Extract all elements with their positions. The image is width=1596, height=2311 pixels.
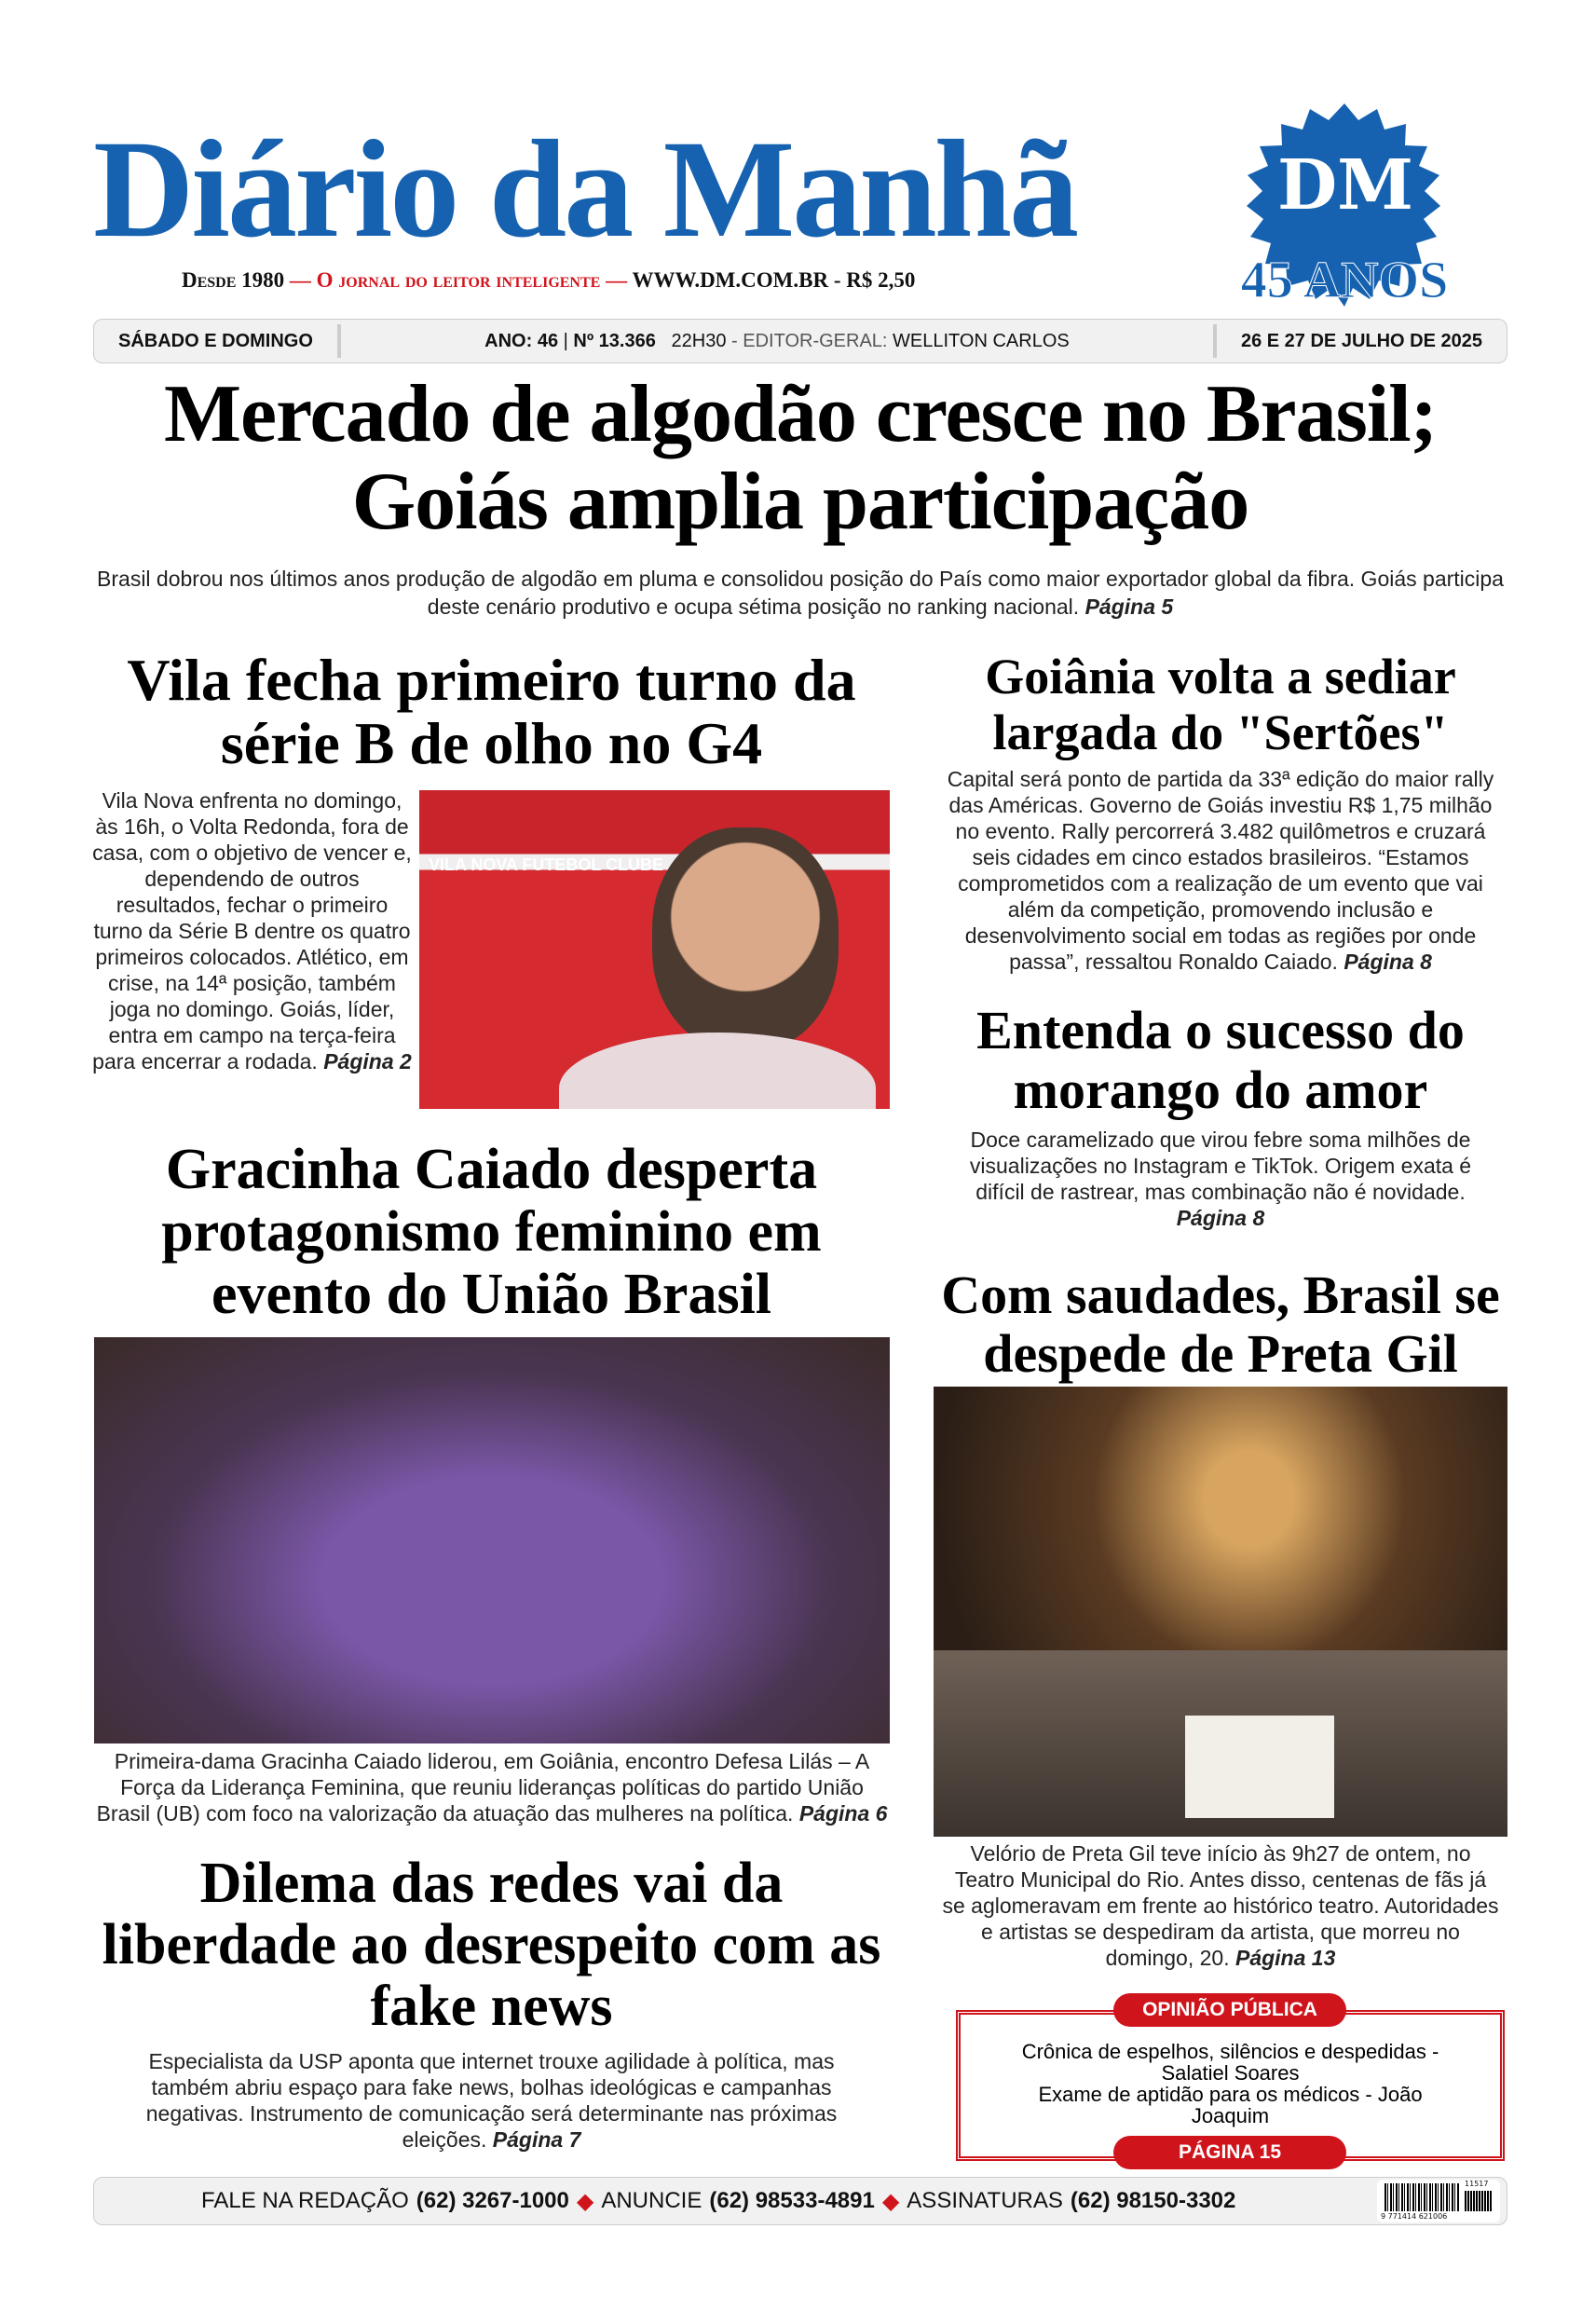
tagline: Desde 1980 — O jornal do leitor inteligente — WWW.DM.COM.BR - R$ 2,50 <box>182 268 916 292</box>
dilema-headline[interactable]: Dilema das redes vai da liberdade ao desrespeito com as fake news <box>102 1852 881 2038</box>
badge-letters: DM <box>1276 145 1414 226</box>
masthead-title: Diário da Manhã <box>93 112 1077 267</box>
morango-body: Doce caramelizado que virou febre soma milhões de visualizações no Instagram e TikTok. Origem exata é difícil de rastrear, mas combinação não é novidade. Página 8 <box>969 1128 1472 1230</box>
opinion-item[interactable]: Exame de aptidão para os médicos - João Joaquim <box>1038 2083 1423 2127</box>
anniversary-badge <box>1234 103 1455 318</box>
lead-summary: Brasil dobrou nos últimos anos produção de algodão em pluma e consolidou posição do País como maior exportador global da fibra. Goiás participa deste cenário produtivo e ocupa sétima posição no ranking nacional. Página 5 <box>97 567 1504 619</box>
pretagil-caption: Velório de Preta Gil teve início às 9h27 de ontem, no Teatro Municipal do Rio. Antes disso, centenas de fãs já se aglomeravam em frente ao histórico teatro. Autoridades e artistas se despediram da artista, que morreu no domingo, 20. Página 13 <box>942 1841 1499 1970</box>
lead-headline[interactable]: Mercado de algodão cresce no Brasil; Goiás amplia participação <box>163 369 1438 547</box>
opinion-title: OPINIÃO PÚBLICA <box>1113 1993 1346 2027</box>
vila-photo <box>419 790 890 1109</box>
opinion-page: PÁGINA 15 <box>1113 2136 1346 2169</box>
opinion-item[interactable]: Crônica de espelhos, silêncios e despedidas - Salatiel Soares <box>1021 2040 1439 2085</box>
pretagil-photo <box>934 1387 1507 1837</box>
edition-days: SÁBADO E DOMINGO <box>118 330 313 351</box>
edition-info: ANO: 46 | Nº 13.366 22H30 - EDITOR-GERAL: WELLITON CARLOS <box>484 330 1070 351</box>
pretagil-headline[interactable]: Com saudades, Brasil se despede de Preta Gil <box>941 1265 1500 1384</box>
badge-years: 45 ANOS <box>1240 252 1449 309</box>
diamond-icon: ◆ <box>576 2188 594 2214</box>
sertoes-headline[interactable]: Goiânia volta a sediar largada do "Sertões" <box>985 649 1456 760</box>
morango-headline[interactable]: Entenda o sucesso do morango do amor <box>976 1000 1465 1120</box>
info-bar <box>93 319 1507 363</box>
gracinha-caption: Primeira-dama Gracinha Caiado liderou, em Goiânia, encontro Defesa Lilás – A Força da Liderança Feminina, que reuniu lideranças políticas do partido União Brasil (UB) com foco na valorização da atuação das mulheres na política. Página 6 <box>96 1749 888 1826</box>
contact-bar: FALE NA REDAÇÃO (62) 3267-1000 ◆ ANUNCIE (62) 98533-4891 ◆ ASSINATURAS (62) 98150-3302 <box>93 2177 1507 2225</box>
dilema-body: Especialista da USP aponta que internet trouxe agilidade à política, mas também abriu espaço para fake news, bolhas ideológicas e campanhas negativas. Instrumento de comunicação será determinante nas próximas eleições. Página 7 <box>145 2049 838 2152</box>
photo-banner-text: VILA NOVA FUTEBOL CLUBE <box>429 855 663 874</box>
vila-body: Vila Nova enfrenta no domingo, às 16h, o Volta Redonda, fora de casa, com o objetivo de vencer e, dependendo de outros resultados, fechar o primeiro turno da Série B dentre os quatro primeiros colocados. Atlético, em crise, na 14ª posição, também joga no domingo. Goiás, líder, entra em campo na terça-feira para encerrar a rodada. Página 2 <box>92 788 412 1073</box>
barcode: 11517 9 771414 621006 <box>1377 2180 1500 2222</box>
sertoes-body: Capital será ponto de partida da 33ª edição do maior rally das Américas. Governo de Goiás investiu R$ 1,75 milhão no evento. Rally percorrerá 3.482 quilômetros e cruzará seis cidades em cinco estados brasileiros. “Estamos comprometidos com a realização de um evento que vai além da competição, promovendo inclusão e desenvolvimento social em todas as regiões por onde passa”, ressaltou Ronaldo Caiado. Página 8 <box>947 767 1494 974</box>
edition-date: 26 E 27 DE JULHO DE 2025 <box>1240 330 1482 351</box>
gracinha-photo <box>94 1337 890 1744</box>
vila-headline[interactable]: Vila fecha primeiro turno da série B de olho no G4 <box>127 647 856 776</box>
gracinha-headline[interactable]: Gracinha Caiado desperta protagonismo feminino em evento do União Brasil <box>161 1138 822 1326</box>
diamond-icon: ◆ <box>881 2188 900 2214</box>
